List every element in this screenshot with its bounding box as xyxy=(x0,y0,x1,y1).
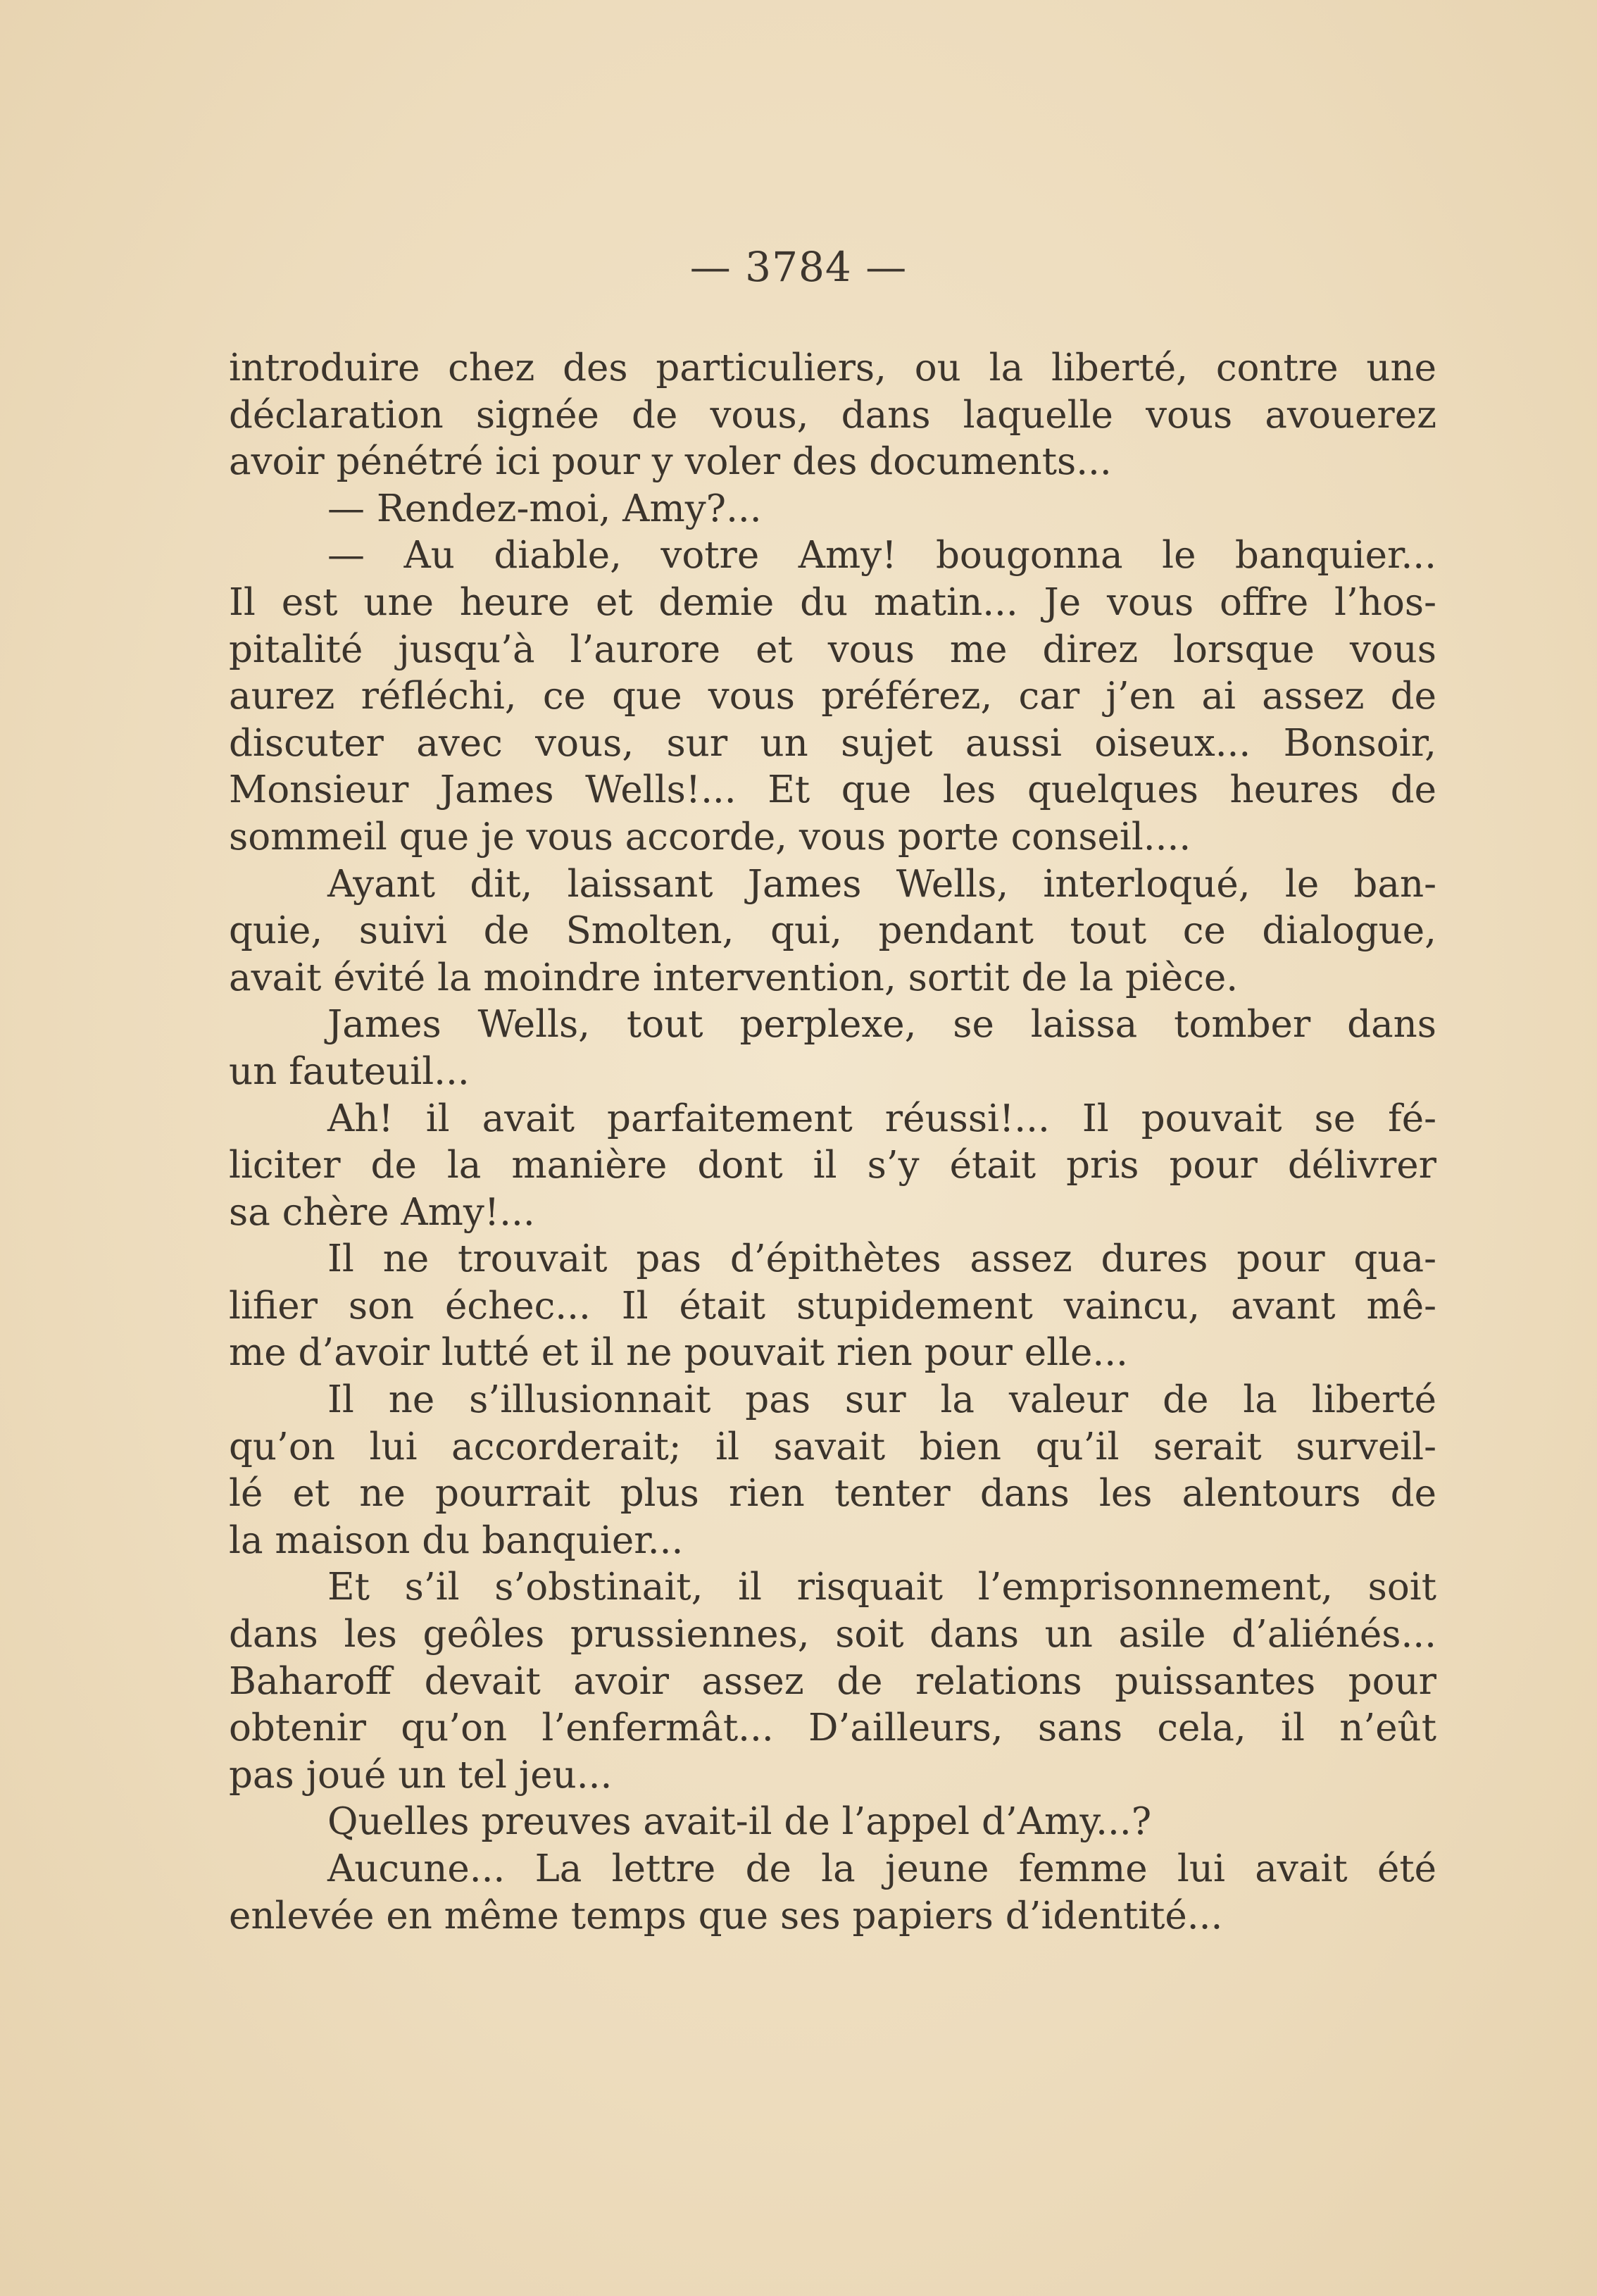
text-line: avoir pénétré ici pour y voler des documents... xyxy=(229,440,1112,484)
text-line: discuter avec vous, sur un sujet aussi oiseux... Bonsoir, xyxy=(229,721,1436,765)
text-line: — Rendez-moi, Amy?... xyxy=(327,487,762,530)
text-line: déclaration signée de vous, dans laquelle vous avouerez xyxy=(229,393,1436,437)
text-line: dans les geôles prussiennes, soit dans un asile d’aliénés... xyxy=(229,1613,1436,1657)
text-line: Et s’il s’obstinait, il risquait l’emprisonnement, soit xyxy=(327,1566,1436,1609)
text-line: introduire chez des particuliers, ou la liberté, contre une xyxy=(229,347,1436,389)
text-line: enlevée en même temps que ses papiers d’identité... xyxy=(229,1894,1223,1938)
text-line: Il est une heure et demie du matin... Je vous offre l’hos- xyxy=(229,580,1436,624)
text-line: liciter de la manière dont il s’y était pris pour délivrer xyxy=(229,1144,1436,1187)
text-line: Monsieur James Wells!... Et que les quelques heures de xyxy=(229,768,1436,812)
text-line: Quelles preuves avait-il de l’appel d’Amy...? xyxy=(327,1800,1152,1844)
text-line: pas joué un tel jeu... xyxy=(229,1753,613,1797)
text-line: Il ne trouvait pas d’épithètes assez dures pour qua- xyxy=(327,1237,1436,1281)
text-line: la maison du banquier... xyxy=(229,1518,684,1562)
text-line: aurez réfléchi, ce que vous préférez, car j’en ai assez de xyxy=(229,675,1436,718)
text-line: lifier son échec... Il était stupidement vaincu, avant mê- xyxy=(229,1284,1436,1328)
text-line: — Au diable, votre Amy! bougonna le banquier... xyxy=(327,534,1436,578)
text-line: Ayant dit, laissant James Wells, interloqué, le ban- xyxy=(327,862,1436,906)
text-line: obtenir qu’on l’enfermât... D’ailleurs, sans cela, il n’eût xyxy=(229,1707,1436,1750)
text-line: Baharoff devait avoir assez de relations puissantes pour xyxy=(229,1659,1436,1703)
text-line: sa chère Amy!... xyxy=(229,1190,535,1234)
text-line: avait évité la moindre intervention, sortit de la pièce. xyxy=(229,956,1239,999)
text-line: James Wells, tout perplexe, se laissa tomber dans xyxy=(327,1003,1436,1047)
text-line: sommeil que je vous accorde, vous porte conseil.... xyxy=(229,815,1191,859)
text-line: pitalité jusqu’à l’aurore et vous me direz lorsque vous xyxy=(229,628,1436,671)
text-line: un fauteuil... xyxy=(229,1049,470,1093)
text-line: Ah! il avait parfaitement réussi!... Il pouvait se fé- xyxy=(327,1097,1436,1140)
body-text xyxy=(229,345,1436,1940)
text-line: Aucune... La lettre de la jeune femme lui avait été xyxy=(327,1847,1436,1890)
text-line: Il ne s’illusionnait pas sur la valeur de la liberté xyxy=(327,1378,1436,1422)
text-line: lé et ne pourrait plus rien tenter dans les alentours de xyxy=(229,1472,1436,1516)
page-number: — 3784 — xyxy=(689,243,908,291)
text-line: quie, suivi de Smolten, qui, pendant tout ce dialogue, xyxy=(229,909,1436,953)
text-line: qu’on lui accorderait; il savait bien qu’il serait surveil- xyxy=(229,1425,1436,1468)
text-line: me d’avoir lutté et il ne pouvait rien pour elle... xyxy=(229,1331,1128,1375)
